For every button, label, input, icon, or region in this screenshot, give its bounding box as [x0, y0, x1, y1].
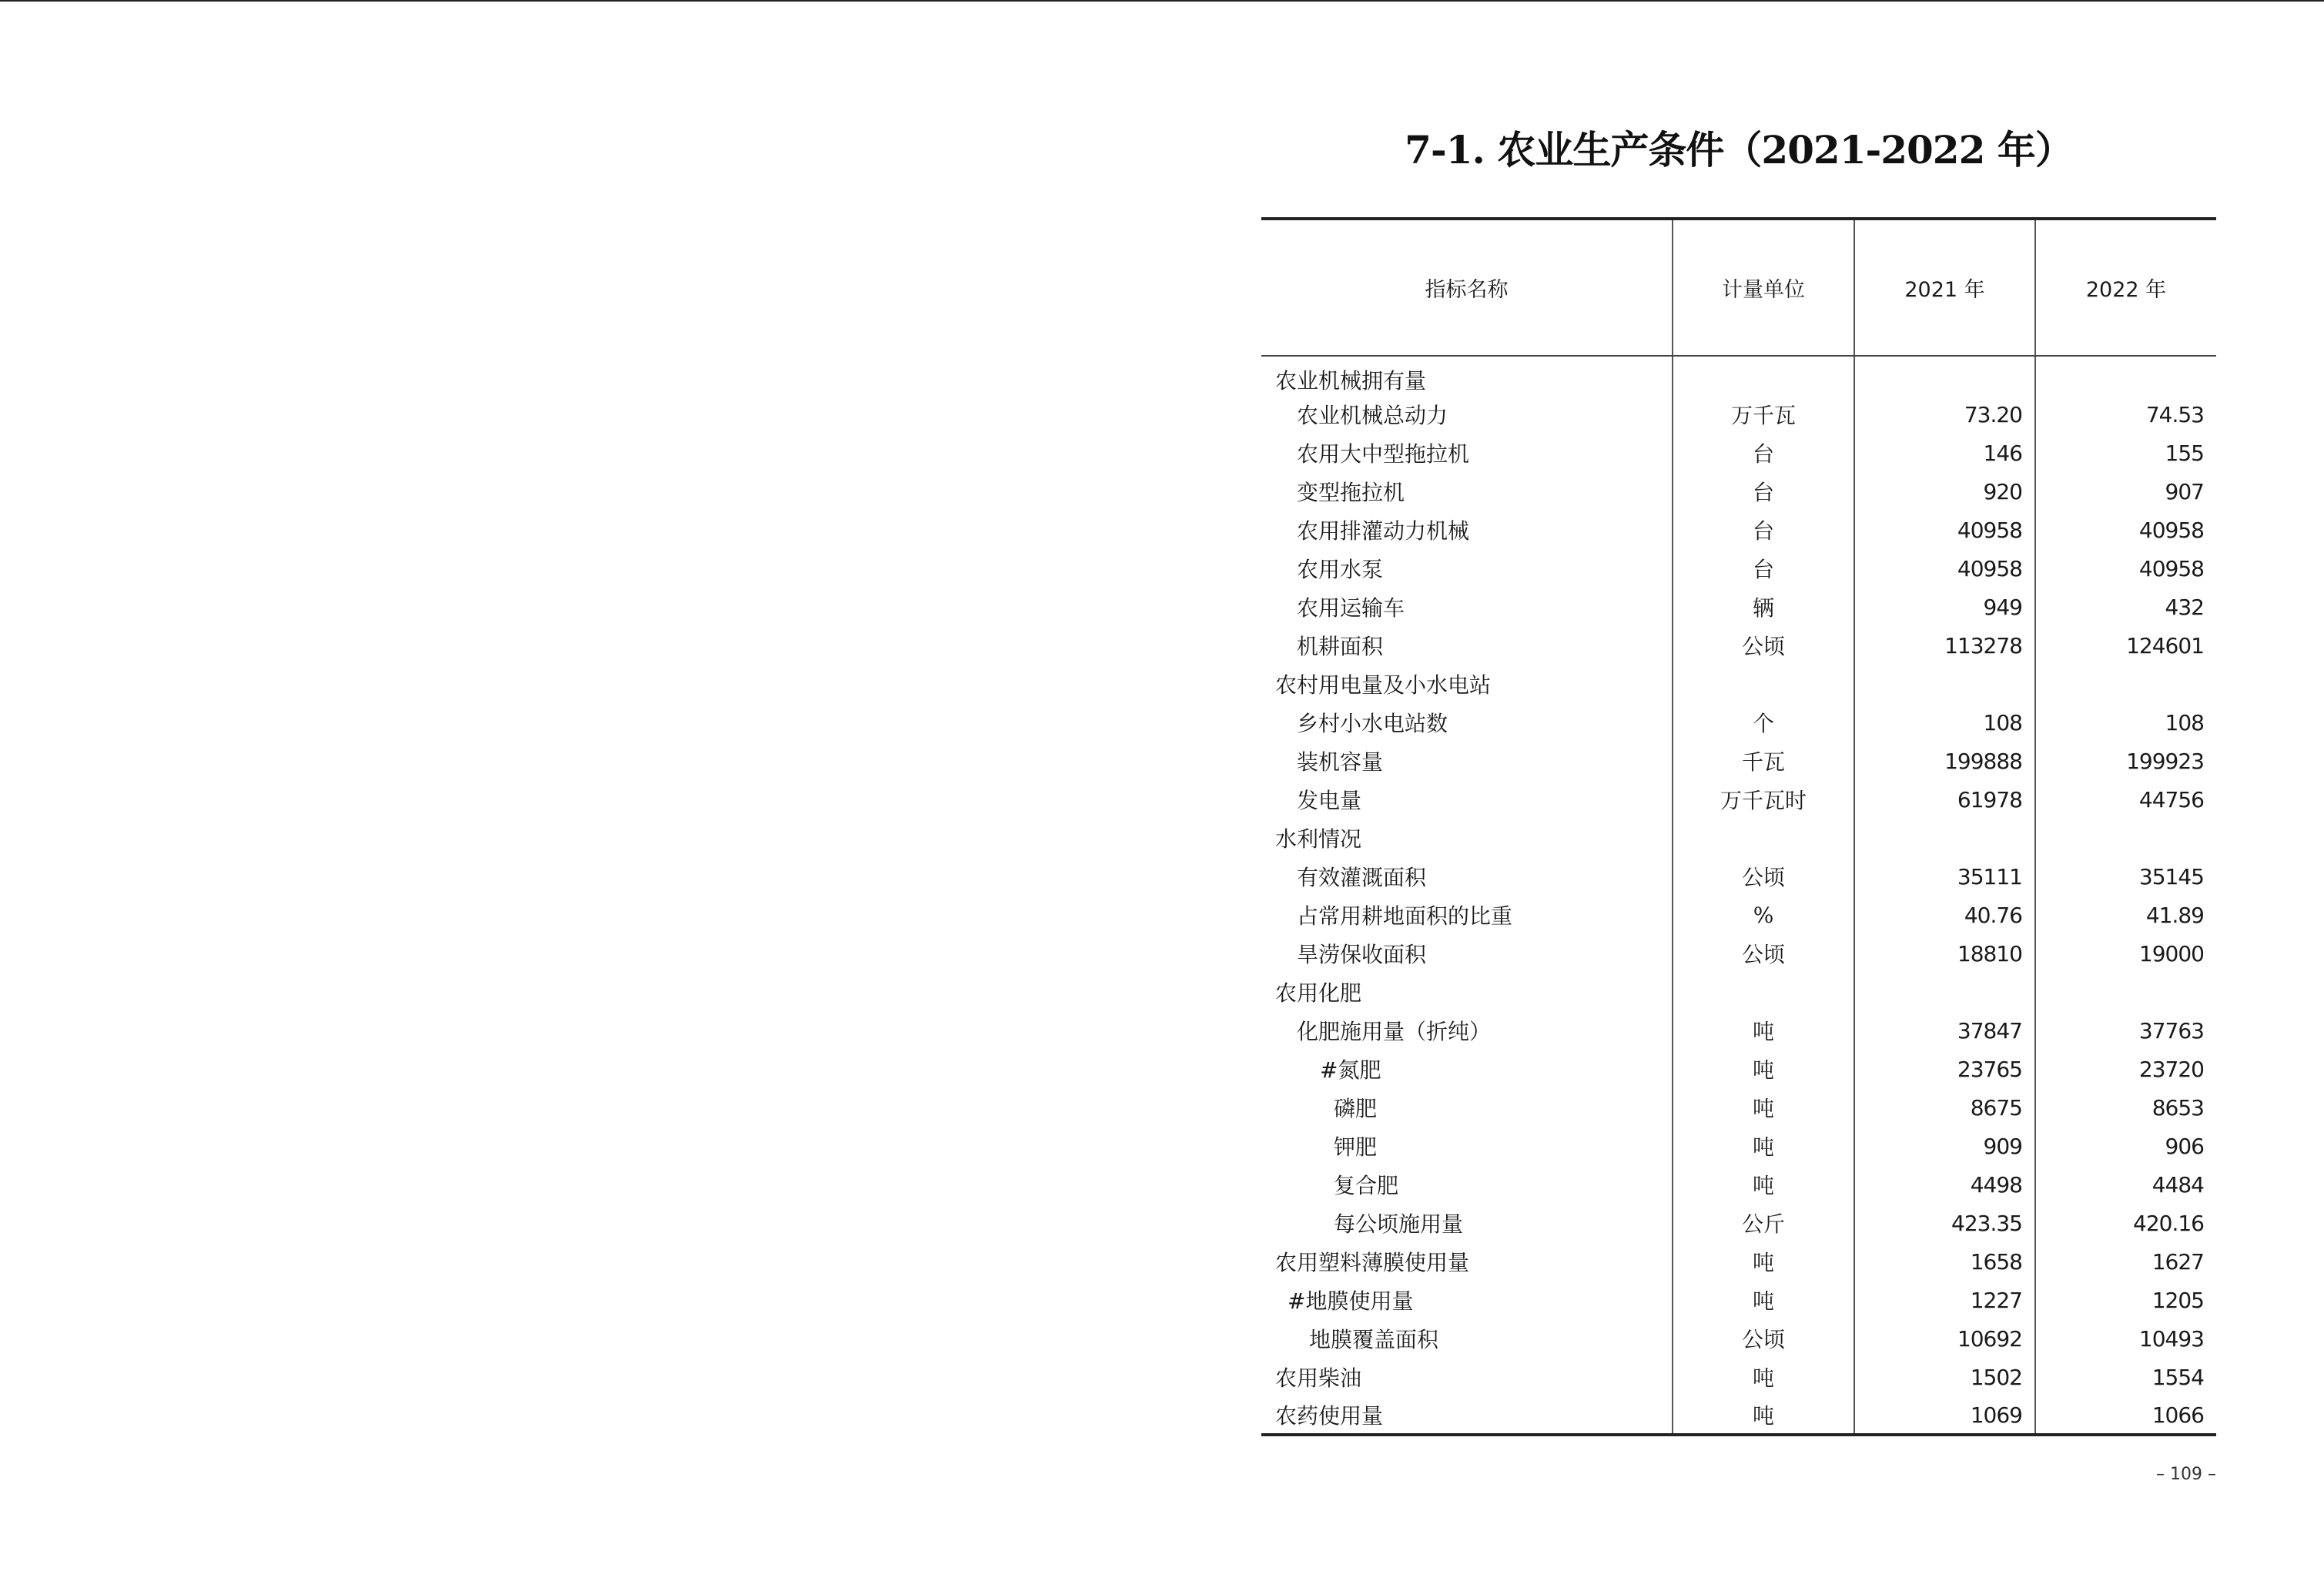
value-2021-cell: 199888: [1854, 742, 2035, 780]
value-2021-cell: 920: [1854, 472, 2035, 511]
value-2022-cell: 40958: [2035, 549, 2216, 588]
unit-cell: %: [1673, 896, 1854, 934]
unit-cell: 辆: [1673, 588, 1854, 626]
value-2022-cell: 907: [2035, 472, 2216, 511]
indicator-name-cell: 有效灌溉面积: [1297, 865, 1427, 890]
header-indicator-name: 指标名称: [1261, 219, 1673, 356]
value-2021-cell: [1854, 973, 2035, 1011]
table-body: [1261, 356, 2216, 1435]
indicator-name-cell: 地膜覆盖面积: [1309, 1327, 1439, 1352]
value-2021-cell: 40958: [1854, 511, 2035, 549]
indicator-name-cell: 农用运输车: [1297, 595, 1405, 621]
header-unit: 计量单位: [1673, 219, 1854, 356]
indicator-name-cell: #氮肥: [1320, 1057, 1381, 1083]
value-2022-cell: 74.53: [2035, 395, 2216, 434]
unit-cell: [1673, 665, 1854, 703]
value-2021-cell: 37847: [1854, 1011, 2035, 1050]
unit-cell: [1673, 819, 1854, 857]
indicator-name-cell: 每公顷施用量: [1334, 1211, 1464, 1237]
indicator-name-cell: 农业机械拥有量: [1275, 368, 1427, 394]
unit-cell: 千瓦: [1673, 742, 1854, 780]
table-row: [1261, 934, 2216, 973]
indicator-name-cell: 农药使用量: [1261, 1396, 1673, 1435]
value-2022-cell: 155: [2035, 434, 2216, 472]
table-row: [1261, 1011, 2216, 1050]
indicator-name-cell: 乡村小水电站数: [1297, 711, 1448, 736]
value-2022-cell: 906: [2035, 1127, 2216, 1165]
value-2021-cell: 423.35: [1854, 1204, 2035, 1242]
unit-cell: 个: [1673, 703, 1854, 742]
table-row: [1261, 1165, 2216, 1204]
indicator-name-cell: 磷肥: [1334, 1096, 1378, 1121]
table-row: [1261, 1050, 2216, 1088]
value-2022-cell: 8653: [2035, 1088, 2216, 1127]
indicator-name-cell: #地膜使用量: [1288, 1288, 1414, 1314]
unit-cell: 公斤: [1673, 1204, 1854, 1242]
value-2022-cell: 37763: [2035, 1011, 2216, 1050]
table-header-row: [1261, 219, 2216, 356]
value-2021-cell: 8675: [1854, 1088, 2035, 1127]
value-2022-cell: 1205: [2035, 1281, 2216, 1319]
indicator-name-cell: 发电量: [1297, 788, 1362, 813]
value-2021-cell: 23765: [1854, 1050, 2035, 1088]
table-row: [1261, 1358, 2216, 1396]
unit-cell: 吨: [1673, 1165, 1854, 1204]
value-2022-cell: 124601: [2035, 626, 2216, 665]
indicator-name-cell: 农用柴油: [1275, 1365, 1362, 1391]
indicator-name-cell: 装机容量: [1297, 749, 1384, 775]
value-2022-cell: 199923: [2035, 742, 2216, 780]
value-2022-cell: [2035, 665, 2216, 703]
unit-cell: 吨: [1673, 1358, 1854, 1396]
table-row: [1261, 703, 2216, 742]
indicator-name-cell: 旱涝保收面积: [1297, 942, 1427, 967]
table-row: [1261, 857, 2216, 896]
unit-cell: 台: [1673, 434, 1854, 472]
value-2021-cell: 4498: [1854, 1165, 2035, 1204]
page-title: 7-1. 农业生产条件（2021-2022 年）: [1405, 127, 2073, 173]
value-2022-cell: 432: [2035, 588, 2216, 626]
unit-cell: 台: [1673, 511, 1854, 549]
value-2022-cell: 4484: [2035, 1165, 2216, 1204]
value-2022-cell: [2035, 819, 2216, 857]
unit-cell: 公顷: [1673, 857, 1854, 896]
table-row: [1261, 1204, 2216, 1242]
table-row: [1261, 588, 2216, 626]
indicator-name-cell: 化肥施用量（折纯）: [1297, 1019, 1492, 1044]
unit-cell: 公顷: [1673, 1319, 1854, 1358]
table-row: [1261, 434, 2216, 472]
unit-cell: 台: [1673, 472, 1854, 511]
header-year-2022: 2022 年: [2035, 219, 2216, 356]
value-2022-cell: 1627: [2035, 1242, 2216, 1281]
value-2021-cell: 113278: [1854, 626, 2035, 665]
table-row: [1261, 1396, 2216, 1435]
unit-cell: 吨: [1673, 1281, 1854, 1319]
value-2021-cell: 1069: [1854, 1396, 2035, 1435]
value-2022-cell: 420.16: [2035, 1204, 2216, 1242]
value-2021-cell: 1227: [1854, 1281, 2035, 1319]
value-2021-cell: [1854, 665, 2035, 703]
table-row: [1261, 472, 2216, 511]
value-2022-cell: [2035, 356, 2216, 395]
value-2021-cell: 61978: [1854, 780, 2035, 819]
unit-cell: 吨: [1673, 1242, 1854, 1281]
unit-cell: [1673, 973, 1854, 1011]
unit-cell: 吨: [1673, 1396, 1854, 1435]
value-2022-cell: 1066: [2035, 1396, 2216, 1435]
table-row: [1261, 356, 2216, 395]
value-2022-cell: 108: [2035, 703, 2216, 742]
unit-cell: 吨: [1673, 1050, 1854, 1088]
value-2021-cell: 1658: [1854, 1242, 2035, 1281]
table-row: [1261, 896, 2216, 934]
value-2021-cell: 108: [1854, 703, 2035, 742]
table-row: [1261, 1127, 2216, 1165]
value-2021-cell: 1502: [1854, 1358, 2035, 1396]
value-2022-cell: 1554: [2035, 1358, 2216, 1396]
table-row: [1261, 742, 2216, 780]
indicator-name-cell: 机耕面积: [1297, 634, 1384, 659]
value-2021-cell: 40958: [1854, 549, 2035, 588]
unit-cell: 万千瓦: [1673, 395, 1854, 434]
value-2021-cell: [1854, 356, 2035, 395]
value-2021-cell: 73.20: [1854, 395, 2035, 434]
table-row: [1261, 549, 2216, 588]
unit-cell: 公顷: [1673, 934, 1854, 973]
table-row: [1261, 1088, 2216, 1127]
value-2022-cell: 10493: [2035, 1319, 2216, 1358]
value-2022-cell: 23720: [2035, 1050, 2216, 1088]
value-2022-cell: [2035, 973, 2216, 1011]
value-2021-cell: 949: [1854, 588, 2035, 626]
value-2021-cell: 40.76: [1854, 896, 2035, 934]
table-row: [1261, 626, 2216, 665]
indicator-name-cell: 农用水泵: [1297, 557, 1384, 582]
indicator-name-cell: 水利情况: [1275, 826, 1362, 852]
table-row: [1261, 665, 2216, 703]
table-row: [1261, 780, 2216, 819]
indicator-name-cell: 农用大中型拖拉机: [1297, 441, 1470, 467]
value-2022-cell: 41.89: [2035, 896, 2216, 934]
table-row: [1261, 1319, 2216, 1358]
unit-cell: [1673, 356, 1854, 395]
top-border-rule: [0, 0, 2324, 2]
value-2022-cell: 19000: [2035, 934, 2216, 973]
value-2021-cell: 909: [1854, 1127, 2035, 1165]
unit-cell: 吨: [1673, 1011, 1854, 1050]
header-year-2021: 2021 年: [1854, 219, 2035, 356]
value-2022-cell: 35145: [2035, 857, 2216, 896]
indicator-name-cell: 钾肥: [1334, 1134, 1378, 1160]
unit-cell: 吨: [1673, 1088, 1854, 1127]
indicator-name-cell: 变型拖拉机: [1297, 480, 1405, 505]
value-2021-cell: 35111: [1854, 857, 2035, 896]
value-2021-cell: 146: [1854, 434, 2035, 472]
value-2021-cell: 10692: [1854, 1319, 2035, 1358]
agricultural-conditions-table: [1261, 217, 2216, 1436]
indicator-name-cell: 占常用耕地面积的比重: [1297, 903, 1513, 929]
indicator-name-cell: 农用塑料薄膜使用量: [1275, 1250, 1470, 1275]
table-row: [1261, 395, 2216, 434]
value-2022-cell: 40958: [2035, 511, 2216, 549]
value-2021-cell: [1854, 819, 2035, 857]
indicator-name-cell: 农业机械总动力: [1297, 403, 1448, 428]
unit-cell: 台: [1673, 549, 1854, 588]
table-row: [1261, 1281, 2216, 1319]
value-2022-cell: 44756: [2035, 780, 2216, 819]
unit-cell: 公顷: [1673, 626, 1854, 665]
page-number: – 109 –: [2156, 1465, 2216, 1484]
indicator-name-cell: 农用排灌动力机械: [1297, 518, 1470, 544]
table-row: [1261, 511, 2216, 549]
unit-cell: 吨: [1673, 1127, 1854, 1165]
indicator-name-cell: 复合肥: [1334, 1173, 1399, 1198]
table-row: [1261, 973, 2216, 1011]
unit-cell: 万千瓦时: [1673, 780, 1854, 819]
indicator-name-cell: 农村用电量及小水电站: [1275, 672, 1492, 698]
value-2021-cell: 18810: [1854, 934, 2035, 973]
table-row: [1261, 1242, 2216, 1281]
indicator-name-cell: 农用化肥: [1275, 980, 1362, 1006]
table-row: [1261, 819, 2216, 857]
